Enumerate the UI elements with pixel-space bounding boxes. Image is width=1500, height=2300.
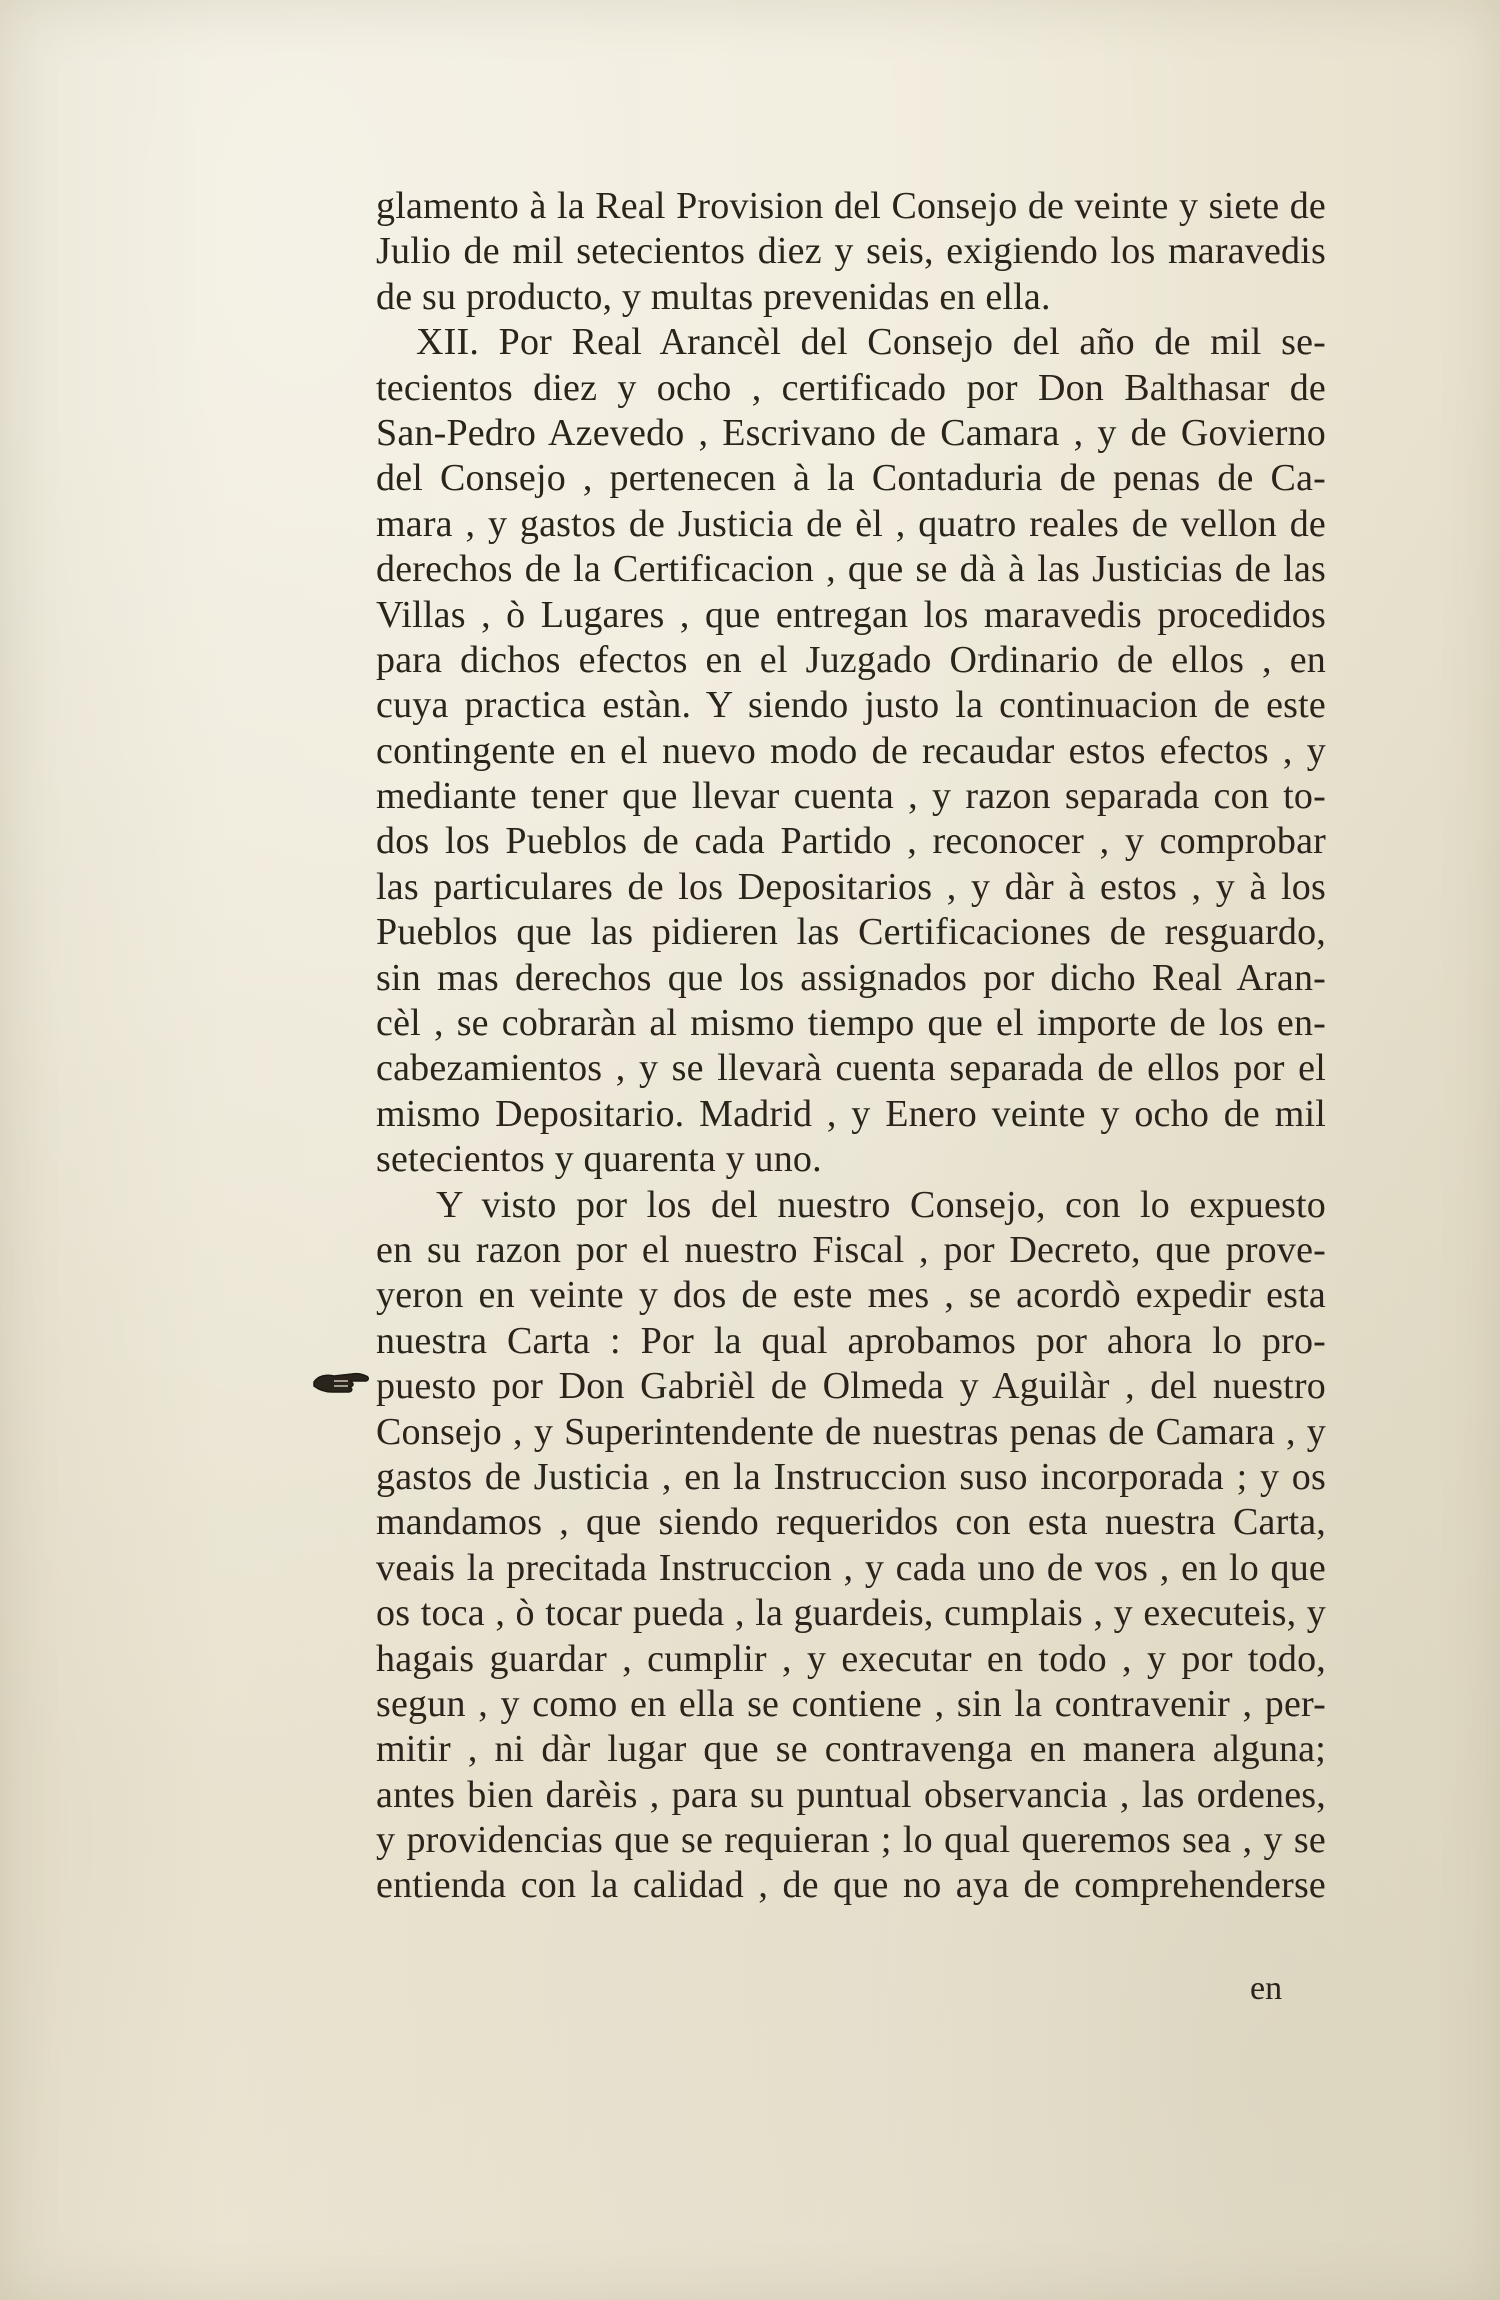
text-line: Julio de mil setecientos diez y seis, exigiendo los maravedis (376, 230, 1326, 273)
text-line: gastos de Justicia , en la Instruccion suso incorporada ; y os (376, 1455, 1326, 1498)
text-line: glamento à la Real Provision del Consejo de veinte y siete de (376, 185, 1326, 227)
text-line: mismo Depositario. Madrid , y Enero veinte y ocho de mil (376, 1092, 1326, 1135)
text-line: del Consejo , pertenecen à la Contaduria de penas de Ca- (376, 457, 1326, 500)
text-line: las particulares de los Depositarios , y dàr à estos , y à los (376, 865, 1326, 908)
text-line: y providencias que se requieran ; lo qual queremos sea , y se (376, 1819, 1326, 1862)
text-line: Y visto por los del nuestro Consejo, con lo expuesto (436, 1183, 1326, 1226)
text-line: nuestra Carta : Por la qual aprobamos por ahora lo pro- (376, 1319, 1326, 1362)
text-line: hagais guardar , cumplir , y executar en todo , y por todo, (376, 1637, 1326, 1680)
catchword: en (1250, 1970, 1283, 2007)
text-line: mitir , ni dàr lugar que se contravenga en manera alguna; (376, 1728, 1326, 1771)
text-line: cuya practica estàn. Y siendo justo la continuacion de este (376, 684, 1326, 727)
text-line: segun , y como en ella se contiene , sin la contravenir , per- (376, 1682, 1326, 1725)
text-line: derechos de la Certificacion , que se dà à las Justicias de las (376, 548, 1326, 591)
text-line: yeron en veinte y dos de este mes , se acordò expedir esta (376, 1274, 1326, 1317)
text-line: para dichos efectos en el Juzgado Ordinario de ellos , en (376, 638, 1326, 681)
text-line: Villas , ò Lugares , que entregan los maravedis procedidos (376, 593, 1326, 636)
text-line: San-Pedro Azevedo , Escrivano de Camara , y de Govierno (376, 411, 1326, 454)
text-line: puesto por Don Gabrièl de Olmeda y Aguilàr , del nuestro (376, 1365, 1326, 1408)
text-line: sin mas derechos que los assignados por dicho Real Aran- (376, 956, 1326, 999)
text-line: entienda con la calidad , de que no aya de comprehenderse (376, 1864, 1326, 1907)
text-line: setecientos y quarenta y uno. (376, 1138, 822, 1181)
text-line: veais la precitada Instruccion , y cada uno de vos , en lo que (376, 1546, 1326, 1589)
text-line: Pueblos que las pidieren las Certificaciones de resguardo, (376, 911, 1326, 954)
text-line: contingente en el nuevo modo de recaudar estos efectos , y (376, 729, 1326, 772)
text-line: de su producto, y multas prevenidas en ella. (376, 275, 1051, 318)
text-line: mediante tener que llevar cuenta , y razon separada con to- (376, 775, 1326, 818)
text-line: en su razon por el nuestro Fiscal , por Decreto, que prove- (376, 1228, 1326, 1271)
document-body (376, 184, 1326, 1909)
text-line: os toca , ò tocar pueda , la guardeis, cumplais , y executeis, y (376, 1592, 1326, 1635)
text-line: tecientos diez y ocho , certificado por Don Balthasar de (376, 366, 1326, 409)
text-line: mara , y gastos de Justicia de èl , quatro reales de vellon de (376, 502, 1326, 545)
text-line: antes bien darèis , para su puntual observancia , las ordenes, (376, 1773, 1326, 1816)
text-line: dos los Pueblos de cada Partido , reconocer , y comprobar (376, 820, 1326, 863)
text-line: mandamos , que siendo requeridos con esta nuestra Carta, (376, 1501, 1326, 1544)
text-line: Consejo , y Superintendente de nuestras penas de Camara , y (376, 1410, 1326, 1453)
text-line: cabezamientos , y se llevarà cuenta separada de ellos por el (376, 1047, 1326, 1090)
manicule-icon (312, 1364, 372, 1396)
text-line: XII. Por Real Arancèl del Consejo del año de mil se- (416, 321, 1326, 364)
text-line: cèl , se cobraràn al mismo tiempo que el importe de los en- (376, 1002, 1326, 1045)
